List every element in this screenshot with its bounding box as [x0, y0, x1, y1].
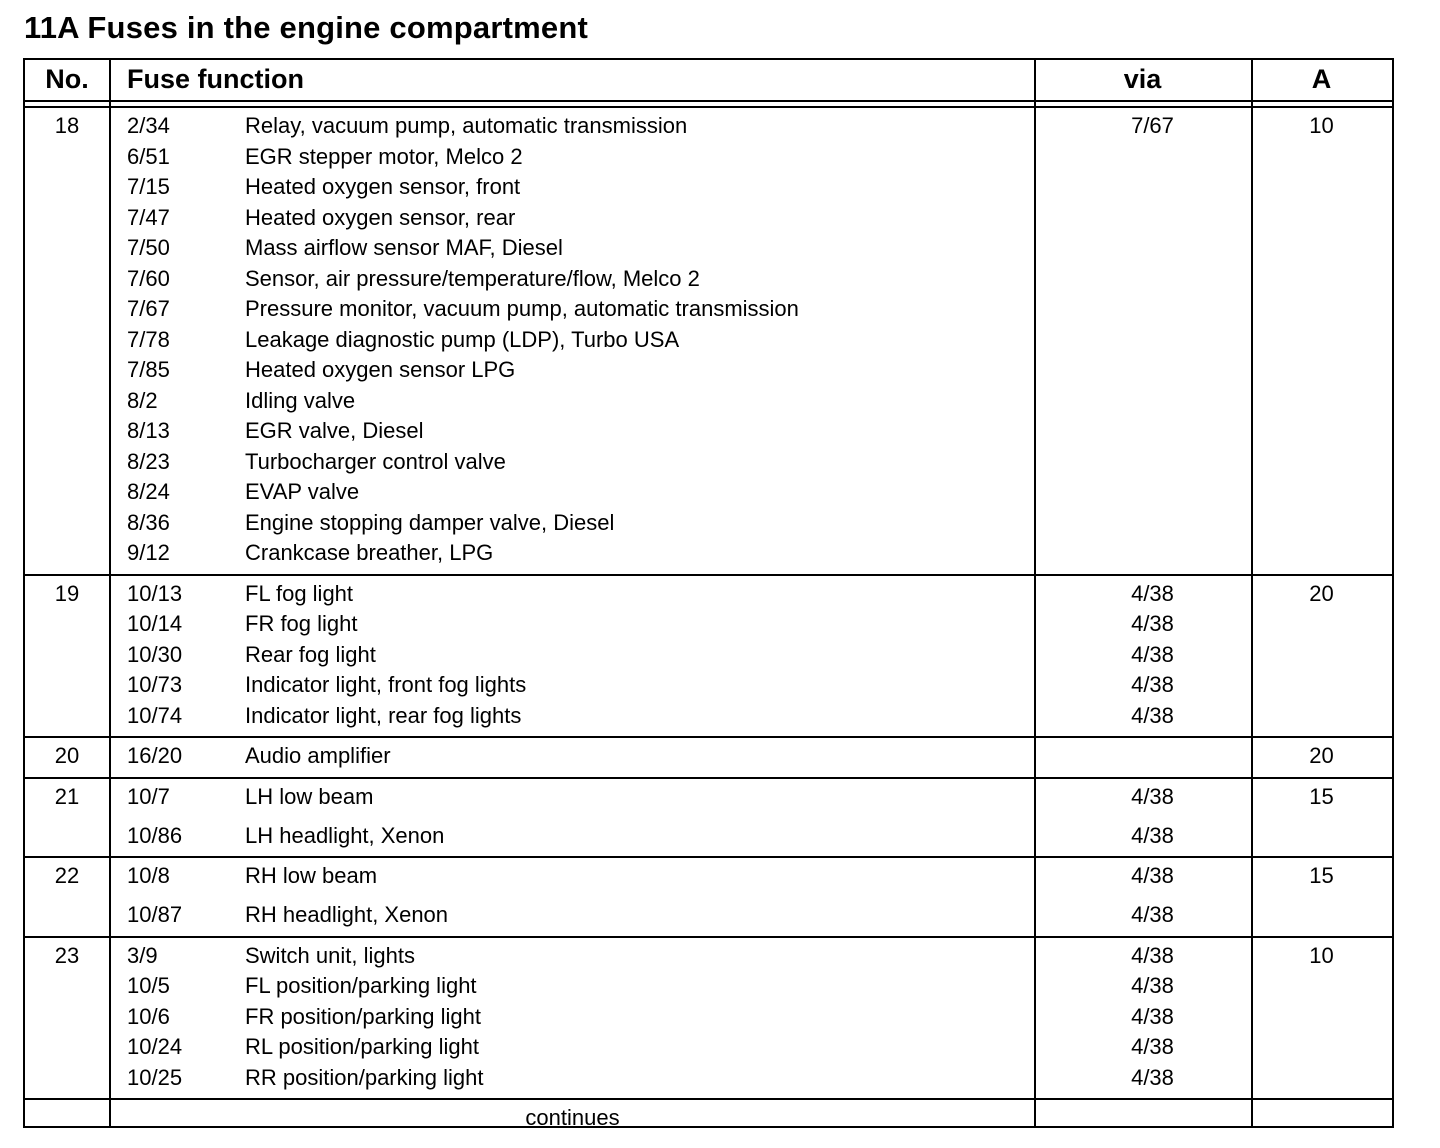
via-value [1034, 172, 1271, 202]
via-value: 4/38 [1131, 580, 1174, 606]
fuse-amperage: 10 [1309, 942, 1334, 968]
table-row [25, 142, 1392, 172]
fuse-number: 18 [54, 113, 80, 138]
component-code: 10/87 [127, 902, 183, 927]
via-value: 4/38 [1131, 672, 1174, 697]
via-value [1034, 508, 1271, 538]
header-divider-double [25, 106, 1392, 108]
via-value [1034, 294, 1271, 324]
component-code: 10/30 [127, 641, 183, 667]
component-code: 10/8 [127, 863, 170, 888]
component-description: Audio amplifier [245, 743, 391, 768]
component-code: 8/36 [127, 509, 170, 535]
table-row [25, 782, 1392, 812]
table-row [25, 900, 1392, 930]
component-description: FR position/parking light [245, 1003, 482, 1029]
component-description: FL position/parking light [245, 973, 477, 998]
table-row [25, 741, 1392, 771]
via-value [1034, 447, 1271, 477]
component-code: 8/24 [127, 479, 170, 504]
via-value: 4/38 [1131, 822, 1174, 848]
component-description: Relay, vacuum pump, automatic transmission [245, 113, 688, 138]
component-code: 8/13 [127, 418, 170, 443]
component-code: 10/13 [127, 580, 183, 606]
fuse-amperage: 15 [1309, 863, 1334, 888]
header-amperage: A [1311, 64, 1332, 94]
component-code: 9/12 [127, 540, 170, 565]
via-value: 4/38 [1131, 1034, 1174, 1059]
group-divider [25, 936, 1392, 938]
component-code: 7/15 [127, 174, 170, 199]
via-value [1034, 233, 1271, 263]
component-description: Leakage diagnostic pump (LDP), Turbo USA [245, 326, 680, 352]
component-code: 10/24 [127, 1034, 183, 1059]
fuse-amperage: 20 [1309, 743, 1334, 768]
component-description: EGR stepper motor, Melco 2 [245, 143, 523, 169]
component-description: EGR valve, Diesel [245, 418, 424, 443]
table-row [25, 264, 1392, 294]
fuse-amperage: 10 [1309, 113, 1334, 138]
component-description: Mass airflow sensor MAF, Diesel [245, 235, 563, 260]
table-row [25, 941, 1392, 971]
component-code: 7/85 [127, 357, 170, 382]
component-code: 7/78 [127, 326, 170, 352]
via-value: 4/38 [1131, 1003, 1174, 1029]
table-row [25, 447, 1392, 477]
group-divider [25, 777, 1392, 779]
table-row [25, 821, 1392, 851]
group-divider [25, 736, 1392, 738]
continues-note: continues [525, 1105, 620, 1130]
component-description: Turbocharger control valve [245, 448, 506, 474]
component-description: Sensor, air pressure/temperature/flow, Melco 2 [245, 265, 700, 291]
table-row [25, 172, 1392, 202]
header-via: via [1123, 64, 1162, 94]
header-divider [25, 100, 1392, 102]
page-title: 11A Fuses in the engine compartment [24, 10, 588, 45]
table-row [25, 1063, 1392, 1093]
component-description: LH low beam [245, 783, 374, 809]
table-row [25, 111, 1392, 141]
via-value [1034, 325, 1271, 355]
table-row [25, 386, 1392, 416]
via-value: 4/38 [1131, 702, 1174, 728]
group-divider [25, 856, 1392, 858]
header-fuse-function: Fuse function [127, 64, 304, 94]
table-row [25, 579, 1392, 609]
via-value: 4/38 [1131, 611, 1174, 636]
component-code: 8/23 [127, 448, 170, 474]
component-code: 10/74 [127, 702, 183, 728]
via-value: 4/38 [1131, 641, 1174, 667]
component-code: 10/6 [127, 1003, 170, 1029]
via-value: 4/38 [1131, 973, 1174, 998]
via-value [1034, 538, 1271, 568]
table-row [25, 861, 1392, 891]
component-code: 7/47 [127, 204, 170, 230]
via-value [1034, 386, 1271, 416]
header-no: No. [45, 64, 89, 94]
component-description: EVAP valve [245, 479, 360, 504]
component-code: 7/50 [127, 235, 170, 260]
via-value: 7/67 [1131, 113, 1174, 138]
table-row [25, 233, 1392, 263]
fuse-number: 23 [54, 942, 80, 968]
via-value [1034, 741, 1271, 771]
table-row [25, 971, 1392, 1001]
table-row [25, 670, 1392, 700]
component-code: 7/60 [127, 265, 170, 291]
fuse-number: 21 [54, 783, 80, 809]
fuse-table [23, 58, 1394, 1128]
fuse-amperage: 20 [1309, 580, 1334, 606]
component-code: 10/73 [127, 672, 183, 697]
via-value [1034, 264, 1271, 294]
fuse-number: 22 [54, 863, 80, 888]
via-value [1034, 203, 1271, 233]
table-row [25, 508, 1392, 538]
table-row [25, 640, 1392, 670]
component-code: 7/67 [127, 296, 170, 321]
component-description: Switch unit, lights [245, 942, 415, 968]
table-row [25, 294, 1392, 324]
component-code: 10/14 [127, 611, 183, 636]
component-description: RH low beam [245, 863, 378, 888]
component-code: 10/25 [127, 1064, 183, 1090]
via-value [1034, 142, 1271, 172]
component-description: Engine stopping damper valve, Diesel [245, 509, 615, 535]
component-description: Indicator light, rear fog lights [245, 702, 522, 728]
component-description: FR fog light [245, 611, 358, 636]
component-description: Heated oxygen sensor LPG [245, 357, 516, 382]
table-row [25, 1002, 1392, 1032]
component-code: 3/9 [127, 942, 158, 968]
component-code: 10/5 [127, 973, 170, 998]
table-row [25, 477, 1392, 507]
component-description: RH headlight, Xenon [245, 902, 449, 927]
fuse-number: 20 [54, 743, 80, 768]
via-value: 4/38 [1131, 902, 1174, 927]
fuse-number: 19 [54, 580, 80, 606]
component-description: FL fog light [245, 580, 354, 606]
table-row [25, 355, 1392, 385]
table-header [25, 60, 1392, 98]
table-row [25, 1032, 1392, 1062]
group-divider [25, 574, 1392, 576]
component-code: 10/7 [127, 783, 170, 809]
component-description: RR position/parking light [245, 1064, 484, 1090]
component-code: 2/34 [127, 113, 170, 138]
via-value: 4/38 [1131, 1064, 1174, 1090]
fuse-amperage: 15 [1309, 783, 1334, 809]
component-description: Crankcase breather, LPG [245, 540, 494, 565]
via-value [1034, 416, 1271, 446]
component-description: LH headlight, Xenon [245, 822, 445, 848]
via-value: 4/38 [1131, 783, 1174, 809]
component-code: 8/2 [127, 387, 158, 413]
via-value [1034, 355, 1271, 385]
table-row [25, 538, 1392, 568]
table-row [25, 416, 1392, 446]
component-description: Heated oxygen sensor, rear [245, 204, 516, 230]
component-description: Heated oxygen sensor, front [245, 174, 521, 199]
component-description: RL position/parking light [245, 1034, 479, 1059]
component-description: Indicator light, front fog lights [245, 672, 527, 697]
via-value: 4/38 [1131, 863, 1174, 888]
component-description: Rear fog light [245, 641, 376, 667]
component-description: Pressure monitor, vacuum pump, automatic transmission [245, 296, 799, 321]
via-value: 4/38 [1131, 942, 1174, 968]
table-row [25, 701, 1392, 731]
table-row [25, 325, 1392, 355]
table-row [25, 203, 1392, 233]
table-row [25, 609, 1392, 639]
component-description: Idling valve [245, 387, 356, 413]
via-value [1034, 477, 1271, 507]
component-code: 10/86 [127, 822, 183, 848]
component-code: 16/20 [127, 743, 183, 768]
component-code: 6/51 [127, 143, 170, 169]
